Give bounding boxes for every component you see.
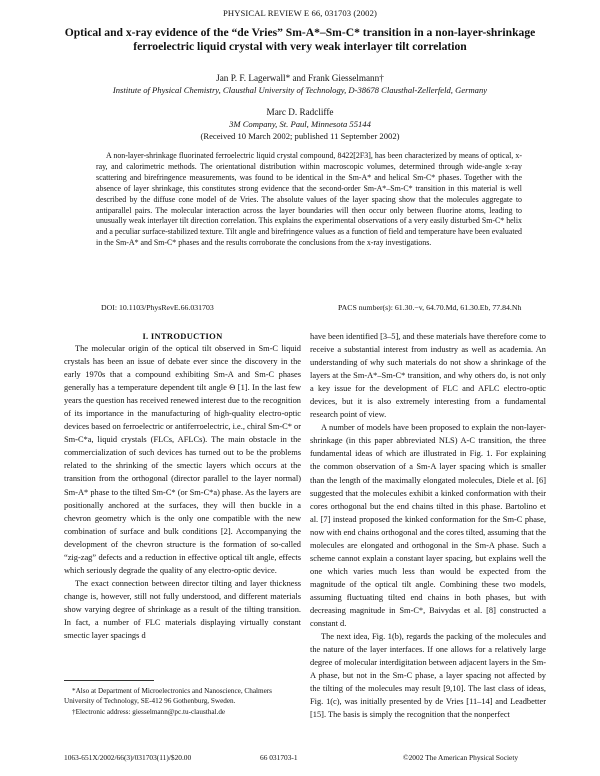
paragraph: have been identified [3–5], and these materials have therefore come to receive a substantial interest from industry as well as academia. An understanding of why such materials do not show a shrinkage of the layers at the Sm-A*–Sm-C* transition, and why others do, is not only a key issue for the development of FLC and AFLC electro-optic devices, but it is also extremely interesting from a fundamental research point of view. — [310, 332, 546, 420]
author-list-1: Jan P. F. Lagerwall* and Frank Giesselmann† — [216, 73, 384, 83]
running-head: PHYSICAL REVIEW E 66, 031703 (2002) — [223, 8, 377, 18]
footer-page-number: 66 031703-1 — [260, 753, 298, 762]
received-dates: (Received 10 March 2002; published 11 September 2002) — [200, 131, 400, 141]
footer-copyright: ©2002 The American Physical Society — [403, 753, 519, 762]
doi-link[interactable]: DOI: 10.1103/PhysRevE.66.031703 — [101, 303, 214, 312]
footnote-email: †Electronic address: giesselmann@pc.tu-clausthal.de — [72, 707, 226, 716]
section-heading-introduction: I. INTRODUCTION — [142, 331, 223, 341]
title-line-1: Optical and x-ray evidence of the “de Vries” Sm-A*–Sm-C* transition in a non-layer-shrinkage — [64, 26, 536, 39]
paragraph: The exact connection between director tilting and layer thickness change is, however, still not fully understood, and different materials show varying degree of shrinkage as a result of the tilting transition. In fact, a number of FLC materials displaying virtually constant smectic layer spacings d — [64, 578, 301, 641]
right-column — [310, 330, 546, 721]
paragraph: The next idea, Fig. 1(b), regards the packing of the molecules and the nature of the layer interfaces. If one allows for a relatively large degree of molecular interdigitation between adjacent layers in the Sm-A phase, but not in the Sm-C phase, a layer spacing not affected by the tilting of the molecules may result [9,10]. The last class of ideas, Fig. 1(c), was initially presented by de Vries [11–14] and Leadbetter [15]. The basis is simply the recognition that the nonperfect — [310, 632, 546, 720]
article-title — [40, 26, 560, 54]
pacs-numbers: PACS number(s): 61.30.−v, 64.70.Md, 61.30.Eb, 77.84.Nh — [338, 303, 522, 312]
footnote-affiliation: *Also at Department of Microelectronics and Nanoscience, Chalmers University of Technology, SE-412 96 Gothenburg, Sweden. — [64, 687, 272, 706]
paragraph: A number of models have been proposed to explain the non-layer-shrinkage (in this paper abbreviated NLS) A-C transition, the three fundamental ideas of which are illustrated in Fig. 1. For explaining the common observation of a Sm-A layer spacing which is smaller than the length of the maximally elongated molecules, Diele et al. [6] suggested that the molecules exhibit a kinked conformation with their cores orthogonal but the end chains tilted in this phase. Bartolino et al. [7] instead proposed the kinked conformation for the Sm-C phase, now with end chains orthogonal and the cores tilted, assuming that the molecules are elongated and orthogonal in the Sm-A phase. Such a scheme cannot explain a constant layer spacing, but explains well the one which varies much less than would be expected from the magnitude of the optical tilt angle. Combining these two models, assuming fluctuating tilted end chains in both phases, but with decreasing magnitude in Sm-C*, Baivydas et al. [8] constructed a constant d. — [310, 423, 546, 629]
footnotes — [64, 686, 301, 717]
paragraph: The molecular origin of the optical tilt observed in Sm-C liquid crystals has been an issue of debate ever since the discovery in the early 1970s that a compound exhibiting Sm-A and Sm-C phases generally has a temperature dependent tilt angle Θ [1]. In the last few years the question has received renewed interest due to the recognition of its importance in the manufacturing of high-quality electro-optic devices based on ferroelectric or antiferroelectric, i.e., chiral Sm-C* or Sm-C*a, liquid crystals (FLCs, AFLCs). The main obstacle in the commercialization of such devices has turned out to be the problems related to the shrinking of the smectic layers which occurs at the transition from the orthogonal (director parallel to the layer normal) Sm-A* phase to the tilted Sm-C* (or Sm-C*a) phase. As the layers are positionally anchored at the surfaces, they will then buckle in a chevron geometry which is the only one compatible with the new combination of surface and bulk conditions [2]. Accompanying the development of the chevron structure is the formation of so-called “zig-zag” defects and a reduction in effective optical tilt angle, effects which seriously degrade the quality of any electro-optic device. — [64, 344, 301, 575]
footer-issn: 1063-651X/2002/66(3)/031703(11)/$20.00 — [64, 753, 192, 762]
author-list-2: Marc D. Radcliffe — [266, 107, 334, 117]
left-column — [64, 342, 301, 642]
footnote-divider — [64, 680, 154, 681]
affiliation-1: Institute of Physical Chemistry, Clausthal University of Technology, D-38678 Clausthal-Zellerfeld, Germany — [112, 85, 488, 95]
title-line-2: ferroelectric liquid crystal with very weak interlayer tilt correlation — [133, 40, 467, 54]
affiliation-2: 3M Company, St. Paul, Minnesota 55144 — [229, 119, 371, 129]
abstract-text: A non-layer-shrinkage fluorinated ferroelectric liquid crystal compound, 8422[2F3], has been characterized by means of optical, x-ray, and calorimetric methods. The orientational distribution within macroscopic volumes, determined through wide-angle x-ray scattering and birefringence measurements, was found to be identical in the Sm-A* and helical Sm-C* phases. Together with the absence of layer shrinkage, this constitutes strong evidence that the second-order Sm-A*–Sm-C* transition in this material is well described by the diffuse cone model of de Vries. The absolute values of the layer spacing show that the molecules aggregate to antiparallel pairs. The molecular interaction across the layer boundaries will then occur only between fluorine atoms, leading to unusually weak interlayer tilt direction correlation. This explains the experimental observations of a very easily disturbed Sm-C* helix and a peculiar surface-stabilized texture. Tilt angle and birefringence values as a function of field and temperature have been evaluated in the Sm-A* and Sm-C* phases and the results corroborate the conclusions from the x-ray investigations. — [96, 151, 522, 248]
